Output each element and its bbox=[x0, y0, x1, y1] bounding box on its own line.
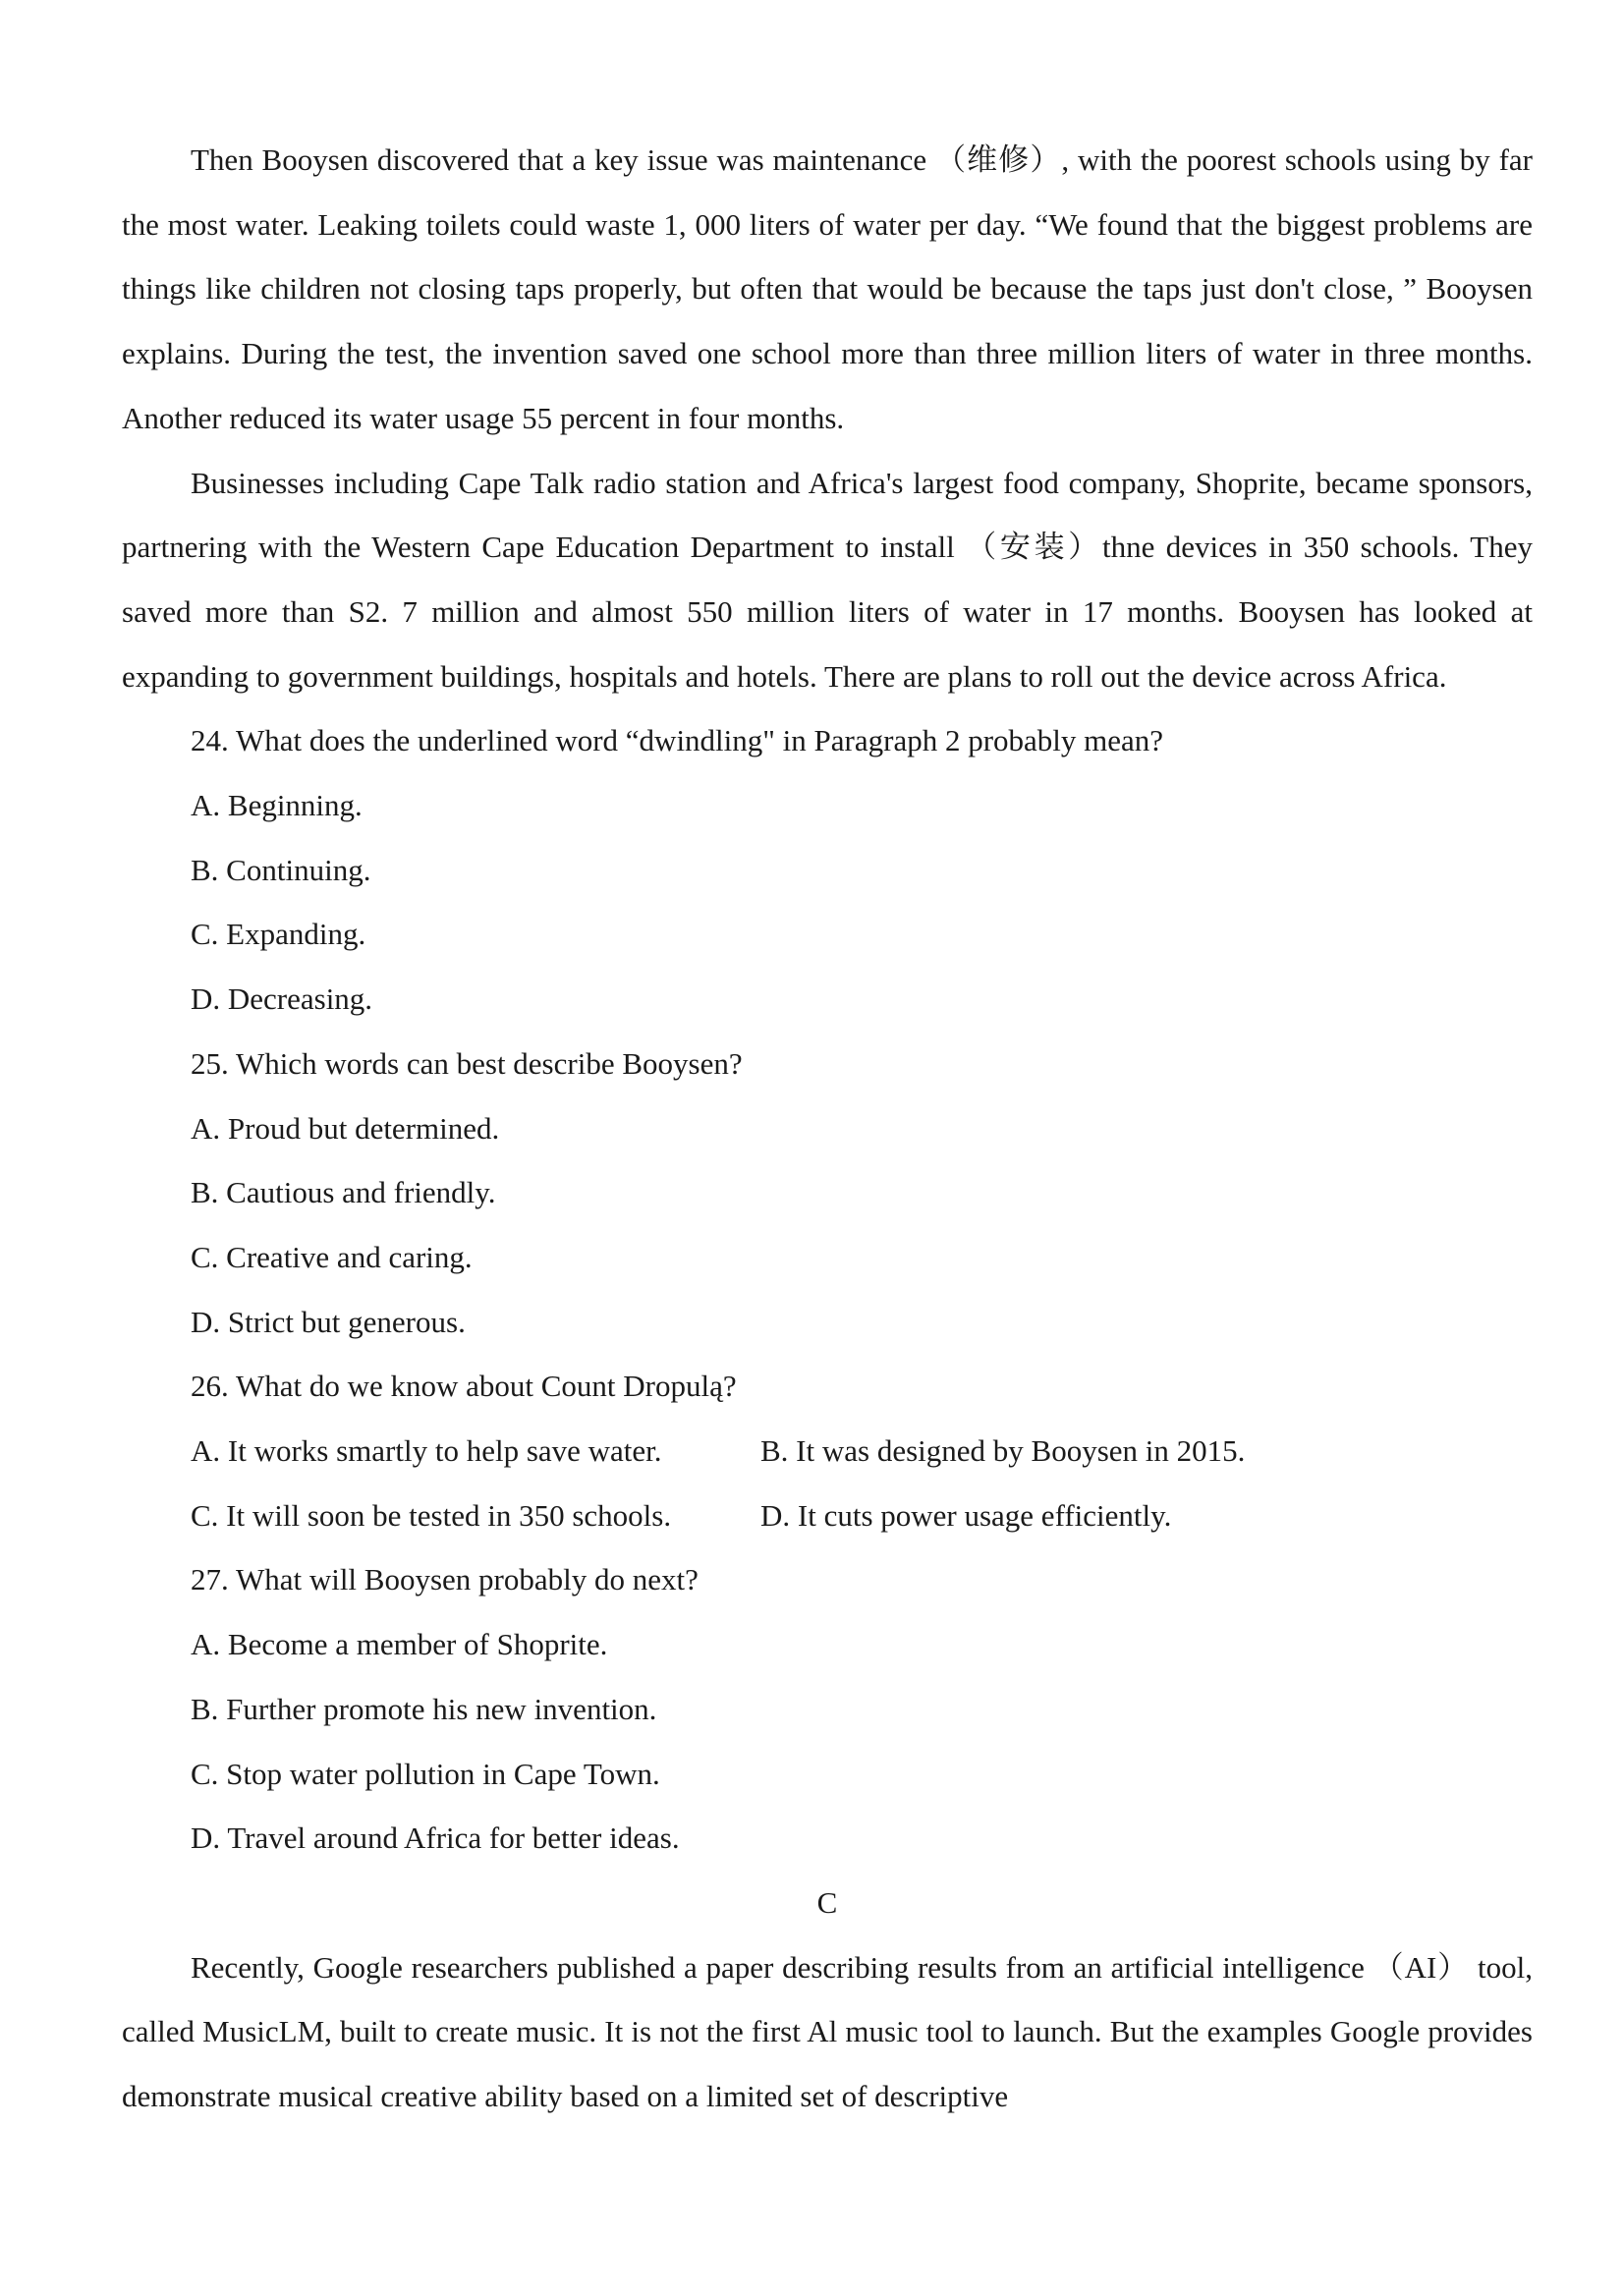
question-26-stem: 26. What do we know about Count Dropulą? bbox=[191, 1369, 737, 1404]
question-27-option-a: A. Become a member of Shoprite. bbox=[191, 1627, 608, 1662]
question-27-option-b: B. Further promote his new invention. bbox=[191, 1691, 657, 1726]
question-24-stem: 24. What does the underlined word “dwindling" in Paragraph 2 probably mean? bbox=[191, 723, 1164, 758]
section-c-heading: C bbox=[816, 1884, 838, 1920]
passage-b-paragraph-1: Then Booysen discovered that a key issue was maintenance （维修）, with the poorest schools using by far the most water. Leaking toilets could waste 1, 000 liters of water per day. “We found that the biggest problems are things like children not closing taps properly, but often that would be because the taps just don't close, ” Booysen explains. During the test, the invention saved one school more than three million liters of water in three months. Another reduced its water usage 55 percent in four months. bbox=[122, 142, 1533, 435]
question-24-option-a: A. Beginning. bbox=[191, 788, 363, 823]
question-26-option-c: C. It will soon be tested in 350 schools. bbox=[191, 1497, 672, 1533]
question-26-options-row-1 bbox=[122, 1419, 1533, 1484]
question-27-option-c: C. Stop water pollution in Cape Town. bbox=[191, 1756, 660, 1791]
question-24-option-c: C. Expanding. bbox=[191, 917, 366, 952]
document-page bbox=[122, 128, 1533, 2129]
question-26-option-b: B. It was designed by Booysen in 2015. bbox=[760, 1433, 1246, 1469]
question-25-option-c: C. Creative and caring. bbox=[191, 1239, 473, 1274]
question-25-option-b: B. Cautious and friendly. bbox=[191, 1175, 496, 1210]
passage-b-paragraph-2: Businesses including Cape Talk radio station and Africa's largest food company, Shoprite, became sponsors, partnering with the Western Cape Education Department to install （安装）thne devices in 350 schools. They saved more than S2. 7 million and almost 550 million liters of water in 17 months. Booysen has looked at expanding to government buildings, hospitals and hotels. There are plans to roll out the device across Africa. bbox=[122, 465, 1533, 694]
question-25-option-a: A. Proud but determined. bbox=[191, 1110, 500, 1146]
question-26-option-d: D. It cuts power usage efficiently. bbox=[760, 1497, 1172, 1533]
section-c-paragraph: Recently, Google researchers published a paper describing results from an artificial intelligence （AI） tool, called MusicLM, built to create music. It is not the first Al music tool to launch. But the examples Google provides demonstrate musical creative ability based on a limited set of descriptive bbox=[122, 1949, 1533, 2114]
question-26-options-row-2 bbox=[122, 1484, 1533, 1548]
question-27-stem: 27. What will Booysen probably do next? bbox=[191, 1562, 699, 1597]
question-25-stem: 25. Which words can best describe Booysen? bbox=[191, 1045, 743, 1081]
question-27-option-d: D. Travel around Africa for better ideas. bbox=[191, 1820, 680, 1856]
question-24-option-d: D. Decreasing. bbox=[191, 981, 373, 1017]
question-24-option-b: B. Continuing. bbox=[191, 852, 371, 887]
question-25-option-d: D. Strict but generous. bbox=[191, 1304, 466, 1339]
question-26-option-a: A. It works smartly to help save water. bbox=[191, 1433, 662, 1469]
